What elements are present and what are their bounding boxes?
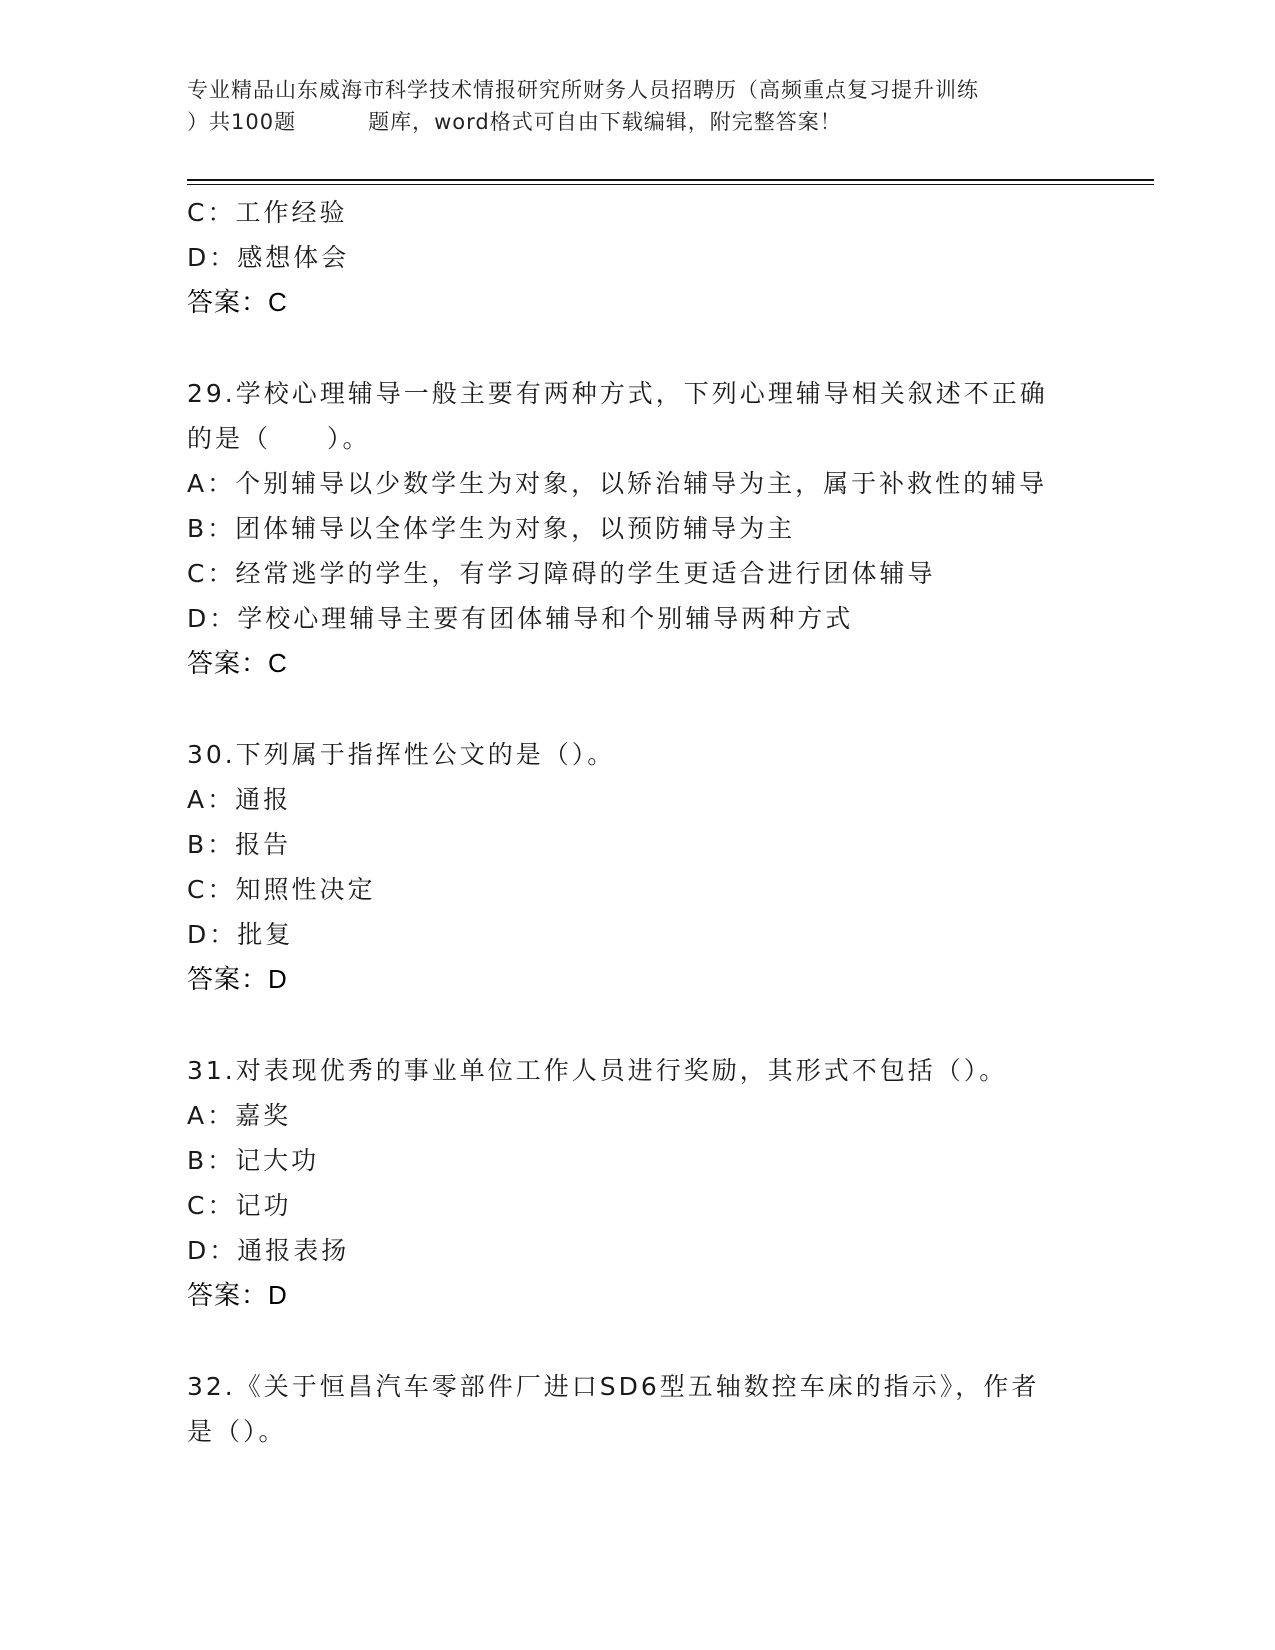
header-line-2-part-2: 题库，word格式可自由下载编辑，附完整答案！ (368, 110, 842, 134)
document-body (187, 190, 1087, 1454)
question-29 (187, 371, 1087, 686)
option-d: D：学校心理辅导主要有团体辅导和个别辅导两种方式 (187, 604, 854, 633)
option-a: A：个别辅导以少数学生为对象，以矫治辅导为主，属于补救性的辅导 (187, 469, 1048, 498)
option-c: C：工作经验 (187, 198, 348, 227)
header-line-1: 专业精品山东威海市科学技术情报研究所财务人员招聘历（高频重点复习提升训练 (187, 78, 979, 102)
option-b: B：记大功 (187, 1146, 320, 1175)
option-c: C：经常逃学的学生，有学习障碍的学生更适合进行团体辅导 (187, 559, 936, 588)
previous-question-continuation (187, 190, 1087, 325)
option-d: D：批复 (187, 920, 294, 949)
header-divider-thin (187, 184, 1154, 185)
question-30 (187, 732, 1087, 1002)
option-a: A：嘉奖 (187, 1101, 292, 1130)
header-line-2-part-1: ）共100题 (187, 110, 297, 134)
question-32 (187, 1364, 1087, 1454)
answer-line: 答案：C (187, 287, 288, 317)
header-line-2 (187, 106, 1087, 138)
question-title: 30.下列属于指挥性公文的是（）。 (187, 740, 616, 769)
option-c: C：知照性决定 (187, 875, 376, 904)
answer-line: 答案：D (187, 1280, 288, 1310)
question-title-continued: 是（）。 (187, 1417, 287, 1446)
question-title: 29.学校心理辅导一般主要有两种方式，下列心理辅导相关叙述不正确 (187, 379, 1048, 408)
option-b: B：报告 (187, 830, 292, 859)
question-31 (187, 1048, 1087, 1318)
option-c: C：记功 (187, 1191, 292, 1220)
option-d: D：通报表扬 (187, 1236, 350, 1265)
document-header (187, 74, 1087, 138)
question-title: 32.《关于恒昌汽车零部件厂进口SD6型五轴数控车床的指示》，作者 (187, 1372, 1040, 1401)
answer-line: 答案：D (187, 964, 288, 994)
answer-line: 答案：C (187, 648, 288, 678)
option-b: B：团体辅导以全体学生为对象，以预防辅导为主 (187, 514, 796, 543)
option-a: A：通报 (187, 785, 292, 814)
question-title-continued: 的是（ ）。 (187, 424, 371, 453)
header-divider-thick (187, 179, 1154, 181)
question-title: 31.对表现优秀的事业单位工作人员进行奖励，其形式不包括（）。 (187, 1056, 1008, 1085)
option-d: D：感想体会 (187, 243, 350, 272)
